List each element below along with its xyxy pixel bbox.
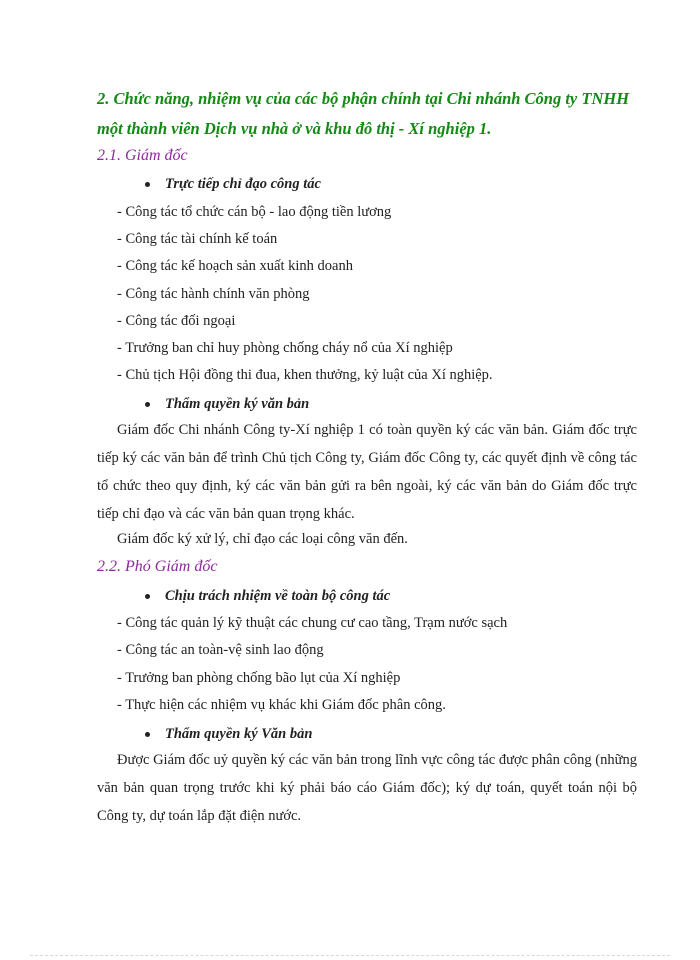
subheading-giam-doc: 2.1. Giám đốc [97, 147, 188, 164]
bullet-label: Thẩm quyền ký Văn bản [165, 726, 313, 742]
bullet-dot-icon [145, 182, 150, 187]
bullet-label: Trực tiếp chỉ đạo công tác [165, 176, 321, 192]
list-item: - Công tác hành chính văn phòng [117, 286, 310, 302]
bullet-dot-icon [145, 732, 150, 737]
bullet-tham-quyen-ky [145, 394, 309, 414]
list-item: - Công tác kế hoạch sản xuất kinh doanh [117, 258, 353, 274]
list-item: - Công tác quản lý kỹ thuật các chung cư cao tầng, Trạm nước sạch [117, 615, 508, 631]
paragraph-uy-quyen: Được Giám đốc uỷ quyền ký các văn bản trong lĩnh vực công tác được phân công (những văn bản quan trọng trước khi ký phải báo cáo Giám đốc); ký dự toán, quyết toán nội bộ Công ty, dự toán lắp đặt điện nước. [97, 752, 637, 824]
list-item: - Công tác tổ chức cán bộ - lao động tiền lương [117, 204, 392, 220]
bullet-label: Chịu trách nhiệm về toàn bộ công tác [165, 588, 391, 604]
paragraph-xu-ly: Giám đốc ký xử lý, chỉ đạo các loại công văn đến. [117, 531, 408, 547]
list-item: - Thực hiện các nhiệm vụ khác khi Giám đốc phân công. [117, 697, 446, 713]
list-item: - Công tác an toàn-vệ sinh lao động [117, 642, 324, 658]
list-item: - Công tác tài chính kế toán [117, 231, 278, 247]
paragraph-tham-quyen: Giám đốc Chi nhánh Công ty-Xí nghiệp 1 có toàn quyền ký các văn bản. Giám đốc trực tiếp ký các văn bản để trình Chủ tịch Công ty, Giám đốc Công ty, các quyết định về công tác tổ chức theo quy định, ký các văn bản gửi ra bên ngoài, ký các văn bản do Giám đốc trực tiếp chỉ đạo và các văn bản quan trọng khác. [97, 422, 637, 522]
bullet-dot-icon [145, 402, 150, 407]
list-item: - Trưởng ban chỉ huy phòng chống cháy nổ của Xí nghiệp [117, 340, 453, 356]
subheading-pho-giam-doc: 2.2. Phó Giám đốc [97, 558, 218, 575]
bullet-label: Thẩm quyền ký văn bản [165, 396, 310, 412]
page-bottom-divider [30, 955, 670, 956]
section-heading: 2. Chức năng, nhiệm vụ của các bộ phận chính tại Chi nhánh Công ty TNHH một thành viên Dịch vụ nhà ở và khu đô thị - Xí nghiệp 1. [97, 89, 630, 138]
list-item: - Trưởng ban phòng chống bão lụt của Xí nghiệp [117, 670, 401, 686]
bullet-tham-quyen-ky-van-ban [145, 724, 312, 744]
bullet-truc-tiep-chi-dao [145, 174, 321, 194]
bullet-dot-icon [145, 594, 150, 599]
list-item: - Chủ tịch Hội đồng thi đua, khen thưởng, kỷ luật của Xí nghiệp. [117, 367, 493, 383]
bullet-chiu-trach-nhiem [145, 586, 390, 606]
list-item: - Công tác đối ngoại [117, 313, 236, 329]
